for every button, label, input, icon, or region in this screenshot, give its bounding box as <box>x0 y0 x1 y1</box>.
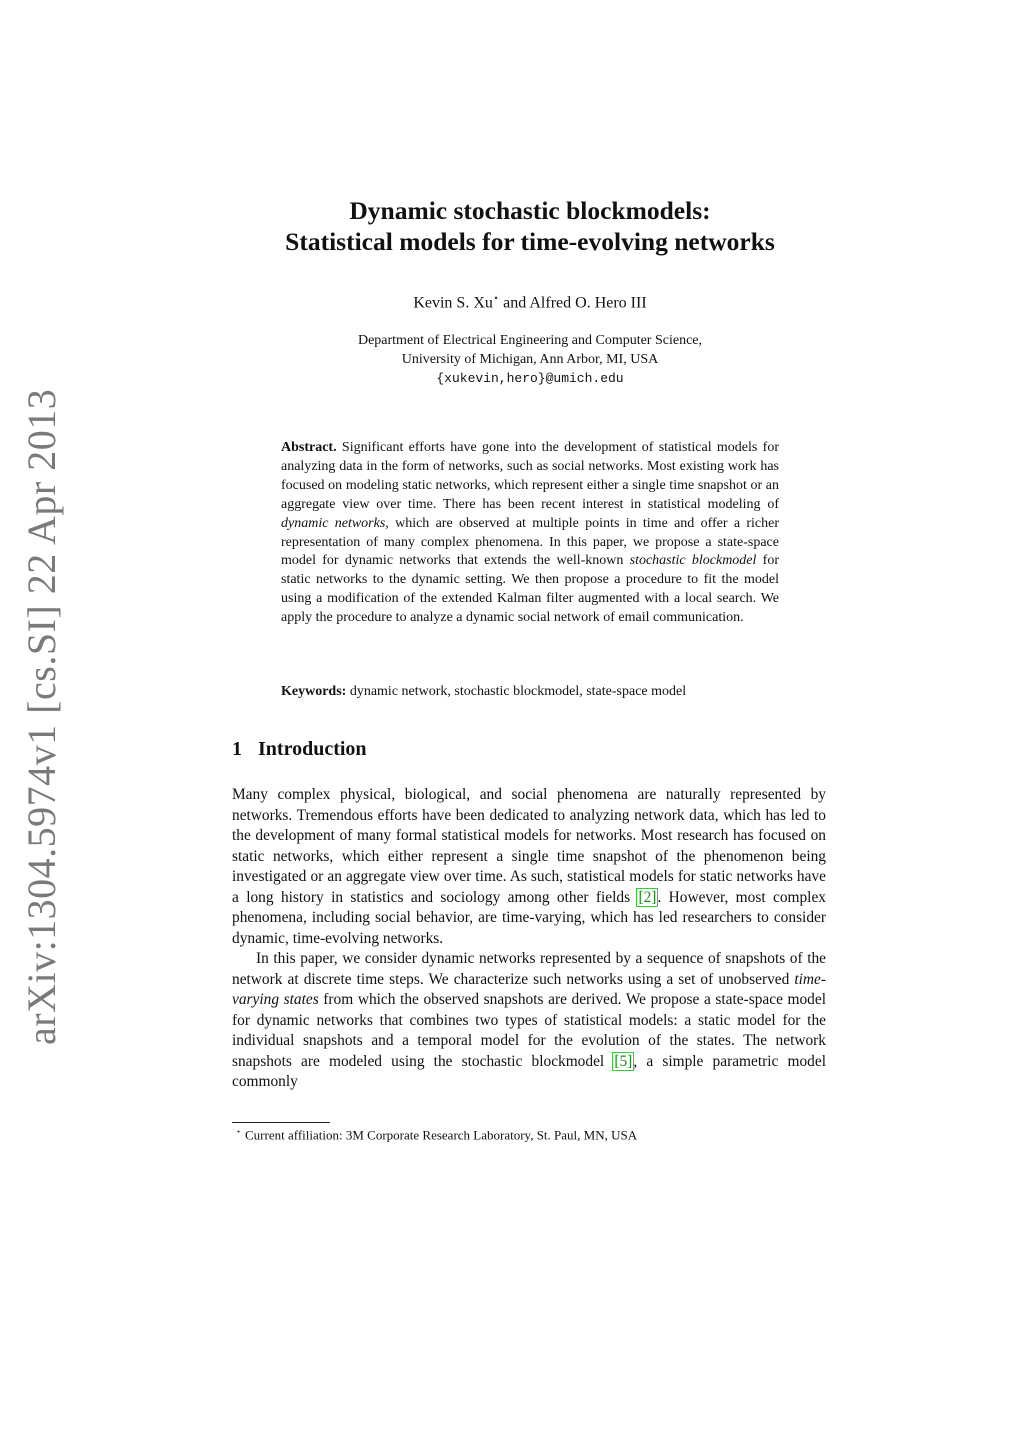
abstract-text: , which are observed at multiple points in time and offer a richer representation of many complex phenomena. In this paper, we propose a state-space model for dynamic networks that extends the well-known <box>281 515 779 569</box>
section-title: Introduction <box>258 738 367 760</box>
affiliation-department: Department of Electrical Engineering and Computer Science, <box>357 333 703 348</box>
section-body <box>232 785 826 1093</box>
author-name: Alfred O. Hero III <box>529 294 647 312</box>
citation-link[interactable]: [5] <box>614 1052 633 1070</box>
footnote-mark: ⋆ <box>492 293 500 304</box>
paper-title <box>200 195 860 257</box>
paragraph-text: Many complex physical, biological, and social phenomena are naturally represented by networks. Tremendous efforts have been dedicated to analyzing network data, which has led to the development of many formal statistical models for networks. Most research has focused on static networks, which either represent a single time snapshot of the phenomenon being investigated or an aggregate view over time. As such, statistical models for static networks have a long history in statistics and sociology among other fields <box>232 786 826 906</box>
abstract-emphasis: dynamic networks <box>281 515 386 531</box>
keywords <box>281 684 801 700</box>
keywords-label: Keywords: <box>281 684 347 699</box>
footnote-rule <box>232 1122 330 1123</box>
abstract-emphasis: stochastic blockmodel <box>629 553 757 569</box>
section-number: 1 <box>232 738 242 760</box>
paragraph-text: from which the observed snapshots are derived. We propose a state-space model for dynamic networks that combines two types of statistical models: a static model for the individual snapshots and a temporal model for the evolution of the states. The network snapshots are modeled using the stochastic blockmodel <box>232 991 826 1070</box>
body-paragraph <box>232 949 826 1093</box>
footnote <box>236 1127 637 1143</box>
author-email: {xukevin,hero}@umich.edu <box>436 371 624 386</box>
paragraph-text: In this paper, we consider dynamic networks represented by a sequence of snapshots of the network at discrete time steps. We characterize such networks using a set of unobserved <box>232 950 826 988</box>
body-paragraph <box>232 785 826 949</box>
author-separator: and <box>499 294 530 312</box>
affiliation-block <box>200 331 860 388</box>
title-line-1: Dynamic stochastic blockmodels: <box>349 196 711 225</box>
paragraph-emphasis: time-varying states <box>232 970 826 1008</box>
abstract-label: Abstract. <box>281 440 337 455</box>
title-line-2: Statistical models for time-evolving networks <box>285 227 775 256</box>
abstract-text: Significant efforts have gone into the development of statistical models for analyzing data in the form of networks, such as social networks. Most existing work has focused on modeling static networks, which represent either a single time snapshot or an aggregate view over time. There has been recent interest in statistical modeling of <box>281 440 779 512</box>
paragraph-text: , a simple parametric model commonly <box>232 1052 826 1090</box>
arxiv-identifier-stamp: arXiv:1304.5974v1 [cs.SI] 22 Apr 2013 <box>19 388 64 1045</box>
abstract <box>281 439 779 628</box>
author-list <box>200 293 860 312</box>
keywords-text: dynamic network, stochastic blockmodel, state-space model <box>346 684 687 699</box>
author-name: Kevin S. Xu <box>413 294 493 312</box>
footnote-text: Current affiliation: 3M Corporate Research Laboratory, St. Paul, MN, USA <box>245 1127 638 1143</box>
abstract-text: for static networks to the dynamic setting. We then propose a procedure to fit the model using a modification of the extended Kalman filter augmented with a local search. We apply the procedure to analyze a dynamic social network of email communication. <box>281 553 779 626</box>
footnote-mark: ⋆ <box>236 1127 242 1136</box>
affiliation-university: University of Michigan, Ann Arbor, MI, USA <box>401 352 659 367</box>
section-heading <box>232 738 367 761</box>
paragraph-text: . However, most complex phenomena, including social behavior, are time-varying, which has led researchers to consider dynamic, time-evolving networks. <box>232 888 826 947</box>
citation-link[interactable]: [2] <box>638 888 657 906</box>
